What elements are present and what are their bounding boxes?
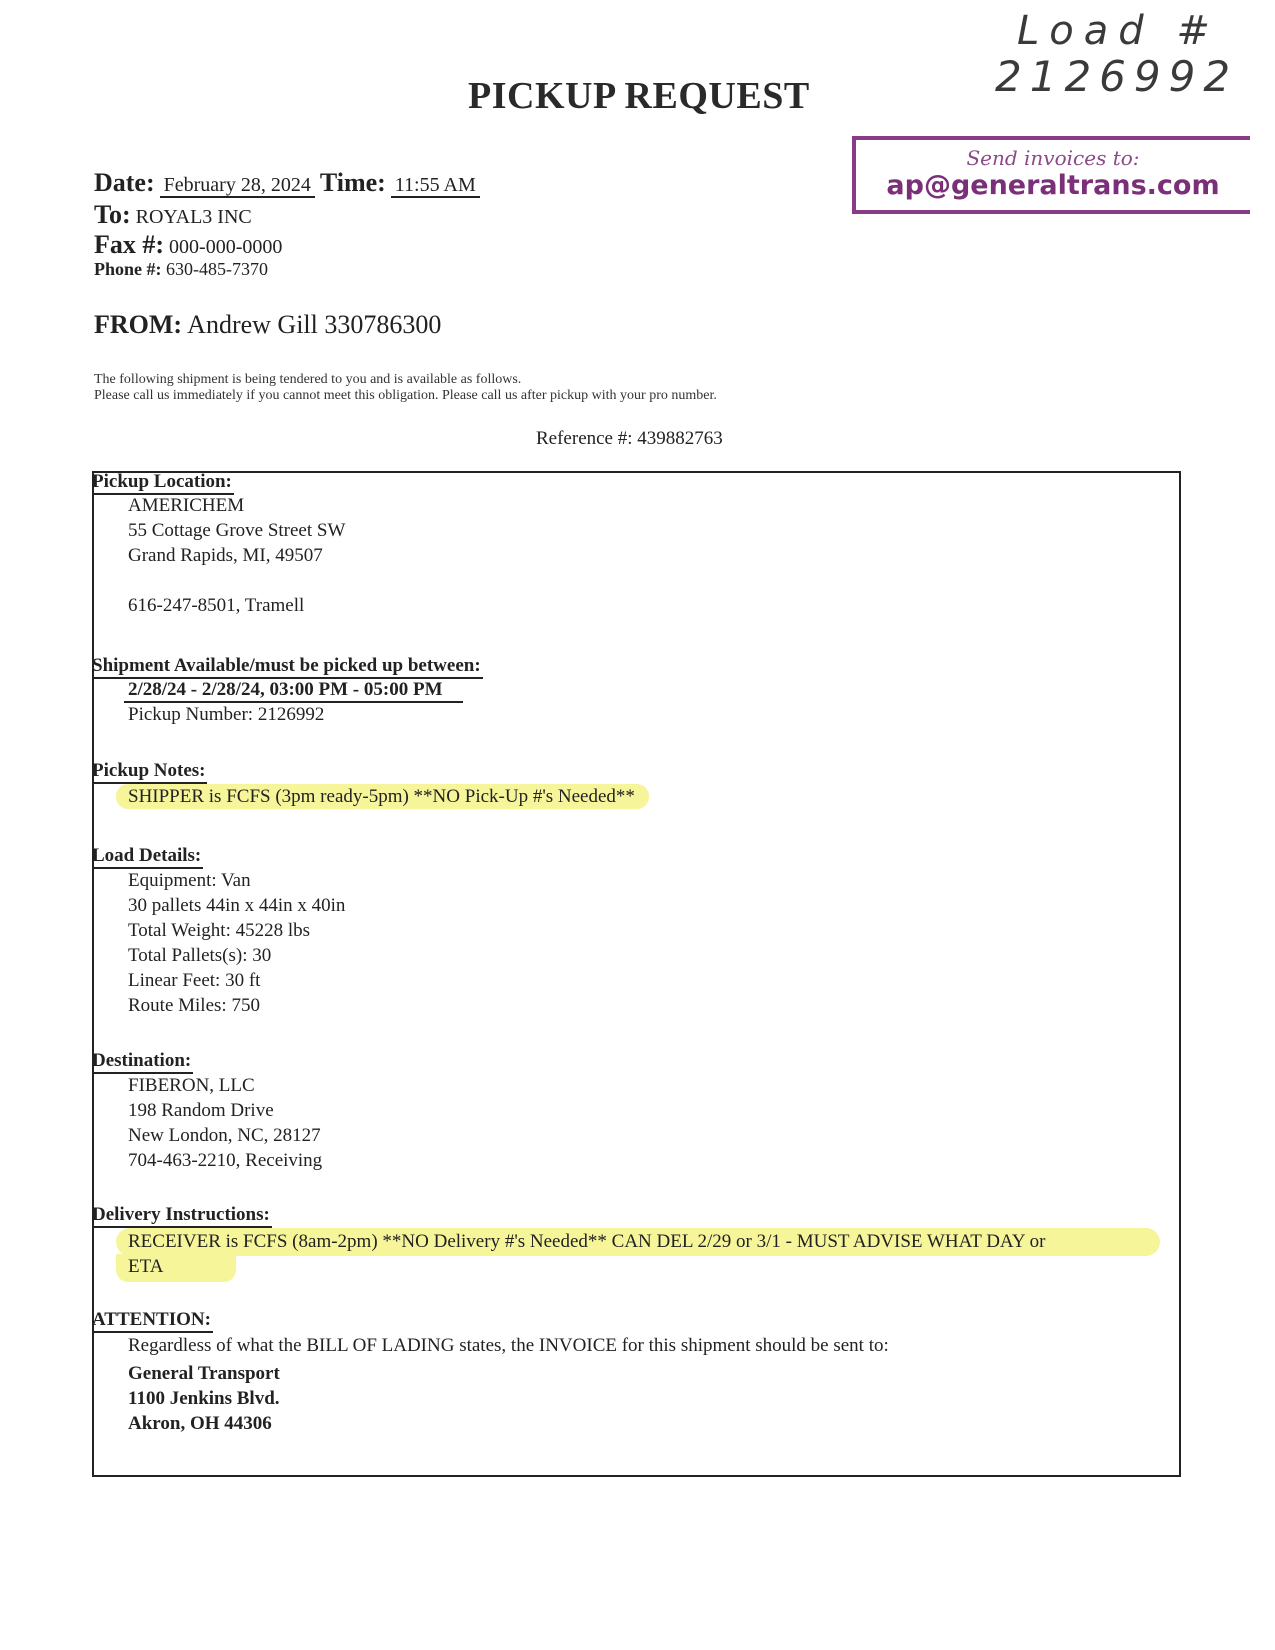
load-linear-feet: Linear Feet: 30 ft [128, 970, 261, 991]
phone-row [94, 259, 268, 280]
to-row [94, 200, 252, 230]
from-row [94, 310, 441, 340]
destination-name: FIBERON, LLC [128, 1075, 255, 1096]
tender-notice [94, 372, 717, 404]
availability-heading: Shipment Available/must be picked up between: [92, 655, 483, 679]
fax-label: Fax #: [94, 230, 165, 259]
stamp-caption: Send invoices to: [966, 146, 1140, 170]
handwritten-load-label: Load # [1017, 8, 1220, 54]
load-pallets: 30 pallets 44in x 44in x 40in [128, 895, 346, 916]
reference-number: Reference #: 439882763 [536, 428, 723, 449]
load-weight: Total Weight: 45228 lbs [128, 920, 311, 941]
destination-street: 198 Random Drive [128, 1100, 274, 1121]
load-total-pallets: Total Pallets(s): 30 [128, 945, 272, 966]
billing-street: 1100 Jenkins Blvd. [128, 1388, 280, 1409]
pickup-location-heading: Pickup Location: [92, 471, 234, 495]
pickup-location-contact: 616-247-8501, Tramell [128, 595, 305, 616]
notice-line-2: Please call us immediately if you cannot meet this obligation. Please call us after pickup with your pro number. [94, 388, 717, 403]
delivery-instructions-line-2: ETA [128, 1256, 164, 1277]
invoice-stamp [852, 136, 1250, 214]
destination-heading: Destination: [92, 1050, 193, 1074]
to-label: To: [94, 200, 131, 229]
to-value: ROYAL3 INC [135, 206, 252, 228]
time-value: 11:55 AM [391, 174, 480, 198]
stamp-email: ap@generaltrans.com [886, 170, 1220, 201]
date-label: Date: [94, 168, 155, 197]
phone-label: Phone #: [94, 259, 162, 279]
attention-heading: ATTENTION: [92, 1309, 213, 1333]
pickup-notes-heading: Pickup Notes: [92, 760, 207, 784]
phone-value: 630-485-7370 [166, 259, 268, 279]
load-details-heading: Load Details: [92, 845, 203, 869]
load-equipment: Equipment: Van [128, 870, 251, 891]
destination-contact: 704-463-2210, Receiving [128, 1150, 323, 1171]
fax-value: 000-000-0000 [169, 236, 283, 258]
pickup-notes-text [128, 786, 649, 808]
destination-city: New London, NC, 28127 [128, 1125, 321, 1146]
time-label: Time: [319, 168, 386, 197]
date-value: February 28, 2024 [160, 174, 315, 198]
notice-line-1: The following shipment is being tendered to you and is available as follows. [94, 372, 522, 387]
page-title: PICKUP REQUEST [468, 75, 810, 117]
pickup-notes-highlight: SHIPPER is FCFS (3pm ready-5pm) **NO Pick-Up #'s Needed** [116, 784, 649, 809]
billing-company: General Transport [128, 1363, 280, 1384]
from-label: FROM: [94, 310, 183, 339]
billing-city: Akron, OH 44306 [128, 1413, 272, 1434]
from-value: Andrew Gill 330786300 [187, 310, 442, 339]
delivery-instructions-line-1: RECEIVER is FCFS (8am-2pm) **NO Delivery #'s Needed** CAN DEL 2/29 or 3/1 - MUST ADVISE WHAT DAY or [128, 1231, 1046, 1252]
load-route-miles: Route Miles: 750 [128, 995, 260, 1016]
pickup-location-street: 55 Cottage Grove Street SW [128, 520, 346, 541]
pickup-location-city: Grand Rapids, MI, 49507 [128, 545, 323, 566]
attention-text: Regardless of what the BILL OF LADING states, the INVOICE for this shipment should be sent to: [128, 1335, 889, 1356]
pickup-location-name: AMERICHEM [128, 495, 245, 516]
pickup-number: Pickup Number: 2126992 [128, 704, 325, 725]
availability-window: 2/28/24 - 2/28/24, 03:00 PM - 05:00 PM [124, 679, 463, 703]
fax-row [94, 230, 282, 260]
handwritten-load-number: 2126992 [995, 52, 1239, 101]
date-time-row [94, 168, 480, 198]
handwritten-load-note [995, 8, 1239, 101]
delivery-instructions-heading: Delivery Instructions: [92, 1204, 272, 1228]
